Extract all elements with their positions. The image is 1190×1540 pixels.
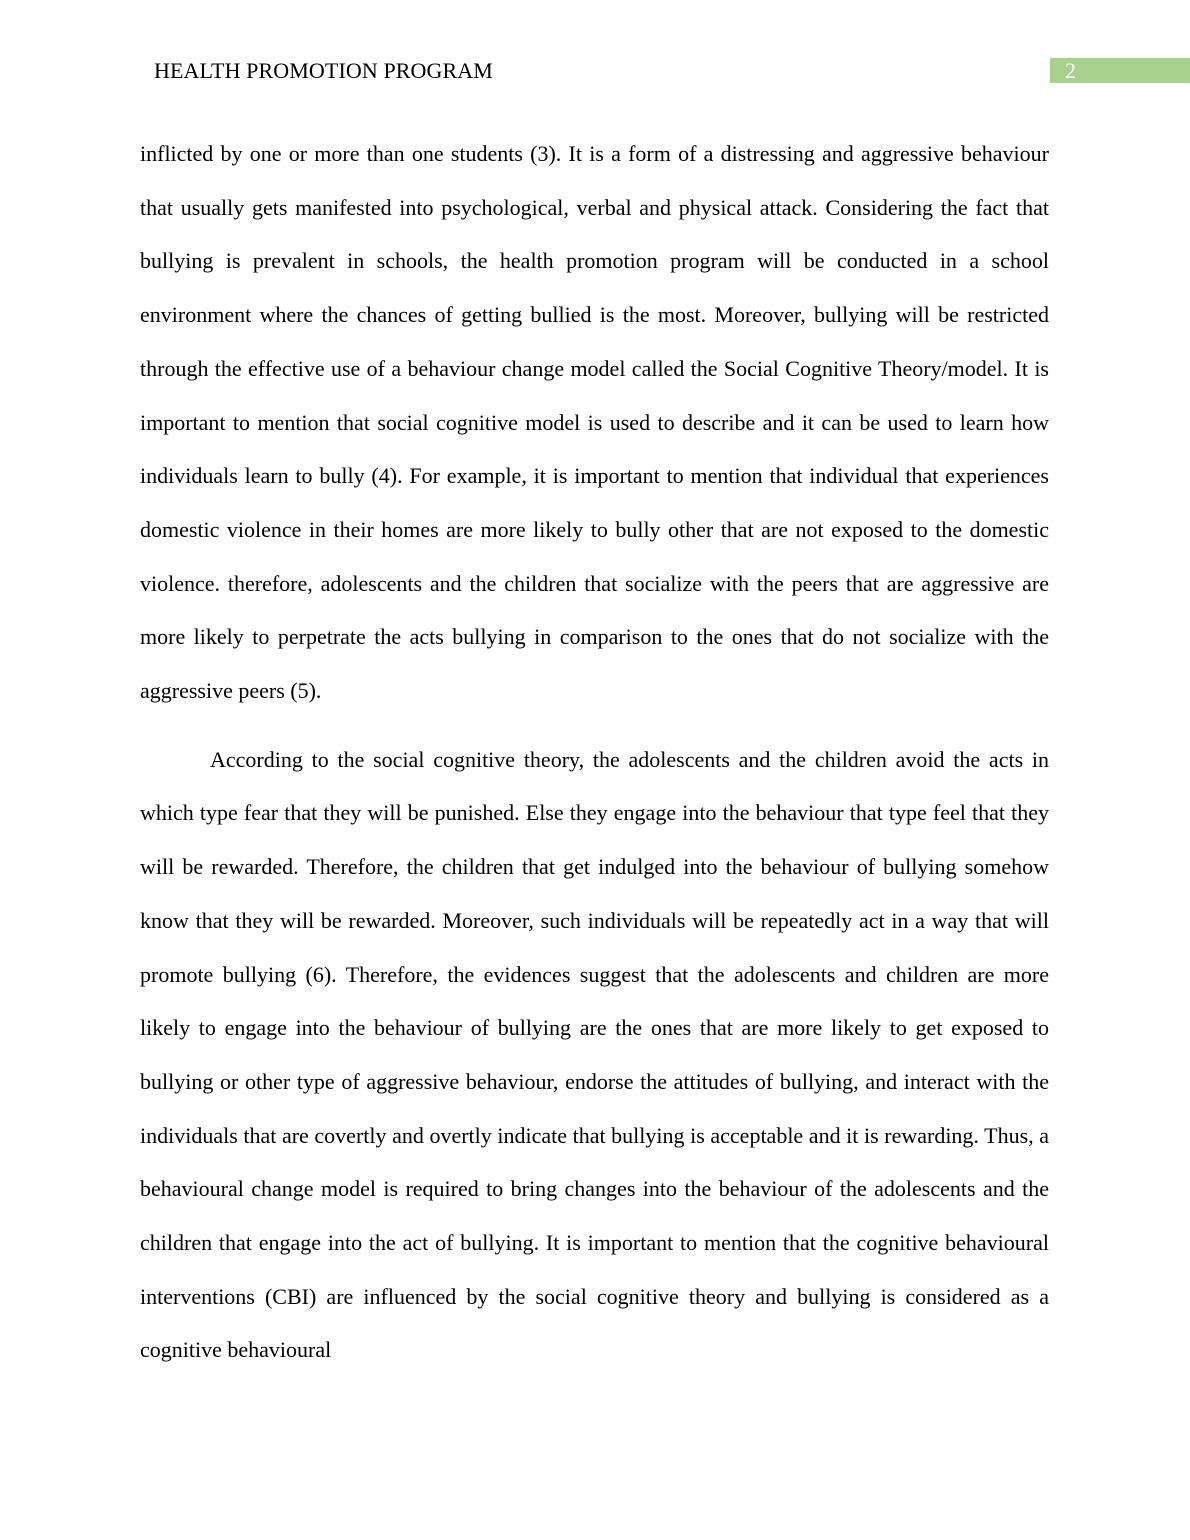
paragraph: inflicted by one or more than one students (3). It is a form of a distressing and aggressive behaviour that usually gets manifested into psychological, verbal and physical attack. Considering the fact that bullying is prevalent in schools, the health promotion program will be conducted in a school environment where the chances of getting bullied is the most. Moreover, bullying will be restricted through the effective use of a behaviour change model called the Social Cognitive Theory/model. It is important to mention that social cognitive model is used to describe and it can be used to learn how individuals learn to bully (4). For example, it is important to mention that individual that experiences domestic violence in their homes are more likely to bully other that are not exposed to the domestic violence. therefore, adolescents and the children that socialize with the peers that are aggressive are more likely to perpetrate the acts bullying in comparison to the ones that do not socialize with the aggressive peers (5).: [140, 141, 1049, 704]
running-header-title: HEALTH PROMOTION PROGRAM: [154, 58, 493, 83]
body-text: [140, 127, 1049, 1377]
paragraph: According to the social cognitive theory, the adolescents and the children avoid the acts in which type fear that they will be punished. Else they engage into the behaviour that type feel that they will be rewarded. Therefore, the children that get indulged into the behaviour of bullying somehow know that they will be rewarded. Moreover, such individuals will be repeatedly act in a way that will promote bullying (6). Therefore, the evidences suggest that the adolescents and children are more likely to engage into the behaviour of bullying are the ones that are more likely to get exposed to bullying or other type of aggressive behaviour, endorse the attitudes of bullying, and interact with the individuals that are covertly and overtly indicate that bullying is acceptable and it is rewarding. Thus, a behavioural change model is required to bring changes into the behaviour of the adolescents and the children that engage into the act of bullying. It is important to mention that the cognitive behavioural interventions (CBI) are influenced by the social cognitive theory and bullying is considered as a cognitive behavioural: [140, 746, 1049, 1363]
page-number: 2: [1050, 58, 1190, 83]
